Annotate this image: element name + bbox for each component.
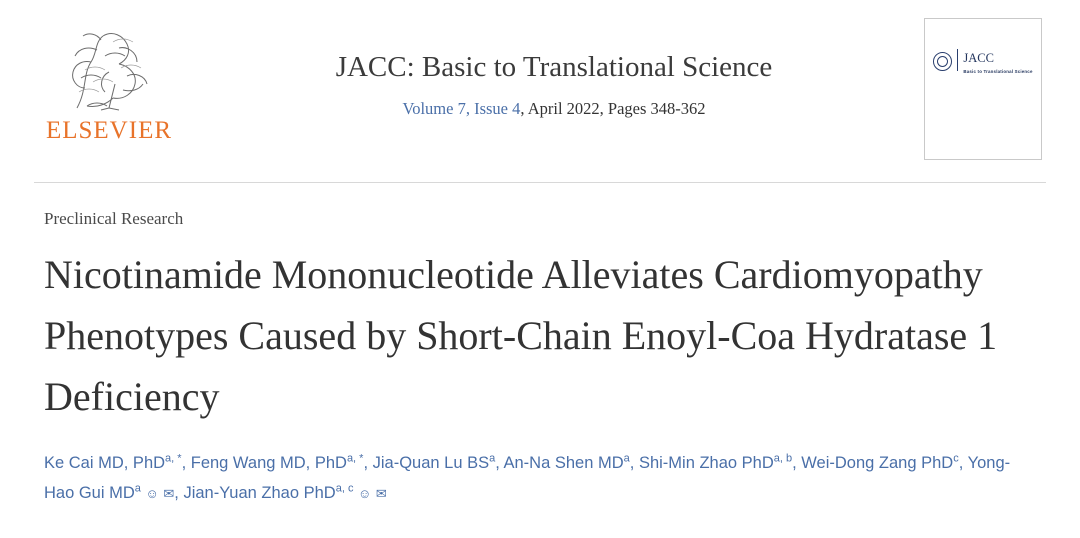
cover-logo-group — [933, 49, 1033, 75]
author-email-icon[interactable]: ✉ — [163, 485, 175, 501]
volume-issue-link[interactable]: Volume 7, Issue 4 — [402, 98, 521, 118]
author-item[interactable] — [183, 484, 386, 502]
cover-subtitle: Basic to Translational Science — [963, 69, 1033, 74]
author-profile-icon[interactable]: ☺ — [358, 485, 372, 501]
author-marks: a, * — [346, 452, 364, 465]
elsevier-tree-icon — [57, 20, 161, 116]
author-email-icon[interactable]: ✉ — [375, 485, 387, 501]
author-marks: a — [623, 452, 630, 465]
journal-title: JACC: Basic to Translational Science — [335, 51, 773, 83]
author-marks: a — [489, 452, 496, 465]
masthead — [0, 0, 1080, 172]
journal-block — [184, 14, 924, 119]
author-item[interactable] — [801, 454, 958, 472]
author-marks: a — [134, 482, 141, 495]
journal-issue-meta — [184, 99, 924, 119]
author-name[interactable]: Jia-Quan Lu BS — [372, 454, 490, 473]
author-marks: a, b — [773, 452, 793, 465]
author-name[interactable]: Wei-Dong Zang PhD — [801, 454, 954, 473]
author-item[interactable] — [191, 454, 364, 472]
article-kicker: Preclinical Research — [44, 209, 184, 228]
author-item[interactable] — [44, 454, 182, 472]
author-marks: a, c — [335, 482, 354, 495]
issue-details: , April 2022, Pages 348-362 — [520, 98, 706, 118]
author-name[interactable]: Shi-Min Zhao PhD — [638, 454, 774, 473]
cover-text-group — [963, 49, 1032, 75]
cover-divider — [957, 49, 958, 71]
jacc-seal-icon — [933, 52, 952, 71]
author-marks: c — [953, 452, 959, 465]
author-profile-icon[interactable]: ☺ — [145, 485, 159, 501]
author-name[interactable]: Jian-Yuan Zhao PhD — [183, 483, 336, 502]
author-item[interactable] — [504, 454, 630, 472]
author-item[interactable] — [639, 454, 792, 472]
author-name[interactable]: Yong-Hao Gui MD — [44, 454, 1011, 502]
author-name[interactable]: An-Na Shen MD — [503, 454, 624, 473]
cover-brand: JACC — [963, 51, 994, 65]
author-marks: a, * — [165, 452, 182, 465]
author-name[interactable]: Feng Wang MD, PhD — [190, 454, 347, 473]
author-name[interactable]: Ke Cai MD, PhD — [44, 454, 166, 473]
author-list: Ke Cai MD, PhD$^{a, *}$, Feng Wang MD, PhD$^{a, *}$, Jia-Quan Lu $BS^a$, An-Na Shen $MD^a$, Shi-Min Zhao PhD$^{a, b}$, Wei-Dong Zang PhD$^c$, Yong-Hao Gui $MD^a$ ☺ ✉, Jian-Yuan Zhao PhD$^{a, c}$ ☺ ✉ — [44, 452, 1011, 502]
journal-cover-thumbnail[interactable] — [924, 18, 1042, 160]
author-item[interactable] — [373, 454, 496, 472]
publisher-logo[interactable] — [34, 14, 184, 143]
page-title: Nicotinamide Mononucleotide Alleviates Cardiomyopathy Phenotypes Caused by Short-Chain Enoyl-Coa Hydratase 1 Deficiency — [44, 252, 998, 419]
publisher-name: ELSEVIER — [45, 117, 173, 144]
article-block — [0, 183, 1080, 508]
